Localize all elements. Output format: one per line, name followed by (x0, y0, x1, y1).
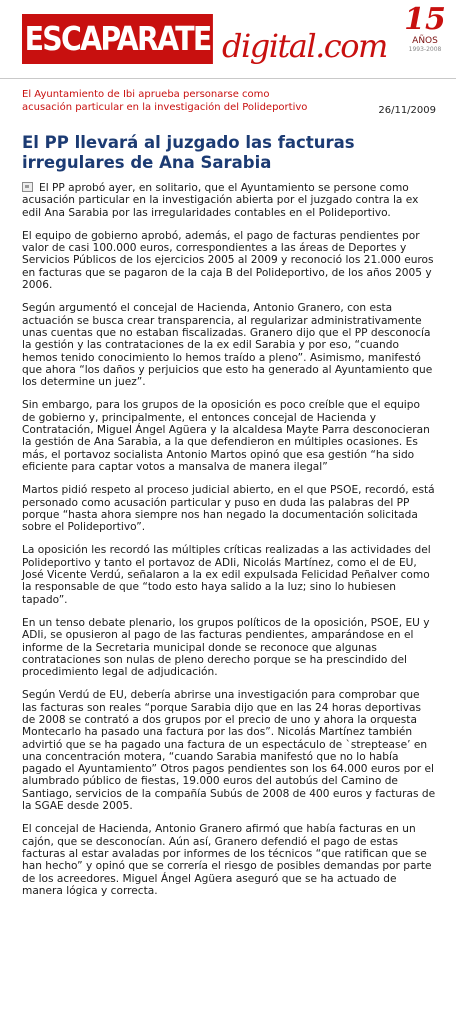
article-date: 26/11/2009 (378, 105, 436, 116)
article-paragraph: El equipo de gobierno aprobó, además, el pago de facturas pendientes por valor de casi 100.000 euros, correspondientes a las áreas de Deportes y Servicios Públicos de los ejercicios 2005 al 2009 y reconoció los 21.000 euros en facturas que se pagaron de la caja B del Polideportivo, de los años 2005 y 2006. (22, 229, 434, 292)
article-paragraph: La oposición les recordó las múltiples críticas realizadas a las actividades del Polideportivo y tanto el portavoz de ADIi, Nicolás Martínez, como el de EU, José Vicente Verdú, señalaron a la ex edil expulsada Felicidad Peñalver como la responsable de que “todo esto haya salido a la luz; sino lo hubiesen tapado”. (22, 544, 431, 606)
article-meta (0, 79, 456, 129)
article-paragraph: Según Verdú de EU, debería abrirse una investigación para comprobar que las facturas son reales “porque Sarabia dijo que en las 24 horas deportivas de 2008 se contrató a dos grupos por el precio de uno y ahora la orquesta Montecarlo ha pasado una factura por las dos”. Nicolás Martínez también advirtió que se ha pagado una factura de un espectáculo de `streptease’ en una concentración motera, “cuando Sarabia manifestó que no lo había pagado el Ayuntamiento” Otros pagos pendientes son los 64.000 euros por el alumbrado público de fiestas, 19.000 euros del autobús del Camino de Santiago, servicios de la compañía Subús de 2008 de 400 euros y facturas de la SGAE desde 2005. (22, 689, 436, 813)
logo-bold-text: ESCAPARATE (22, 14, 213, 64)
article-headline: El PP llevará al juzgado las facturas irregulares de Ana Sarabia (22, 133, 355, 172)
broken-image-icon (22, 182, 33, 192)
article-paragraph: El concejal de Hacienda, Antonio Granero afirmó que había facturas en un cajón, que se desconocían. Aún así, Granero defendió el pago de estas facturas al estar avaladas por informes de los técnicos “que ratifican que se han hecho” y opinó que se correría el riesgo de posibles demandas por parte de los acreedores. Miguel Ángel Agüera aseguró que se ha actuado de manera lógica y correcta. (22, 823, 432, 897)
article-paragraph: En un tenso debate plenario, los grupos políticos de la oposición, PSOE, EU y ADIi, se opusieron al pago de las facturas pendientes, amparándose en el informe de la Secretaria municipal donde se reconoce que algunas contrataciones son nulas de pleno derecho porque se ha prescindido del procedimiento legal de adjudicación. (22, 616, 430, 679)
article-paragraph: Según argumentó el concejal de Hacienda, Antonio Granero, con esta actuación se busca crear transparencia, al regularizar administrativamente unas cuentas que no estaban fiscalizadas. Granero dijo que el PP desconocía la gestión y las contrataciones de la ex edil Sarabia y por eso, “cuando hemos tenido conocimiento lo hemos traído a pleno”. Asimismo, manifestó que ahora “los daños y perjuicios que esto ha generado al Ayuntamiento que los determine un juez”. (22, 302, 433, 389)
anniversary-number: 15 (404, 2, 446, 37)
paragraph-text: El PP aprobó ayer, en solitario, que el Ayuntamiento se persone como acusación particular en la investigación abierta por el juzgado contra la ex edil Ana Sarabia por las irregularidades contables en el Polideportivo. (22, 182, 419, 219)
site-logo[interactable] (22, 14, 402, 70)
logo-italic-text: digital.com (222, 27, 387, 65)
anniversary-word: AÑOS (412, 36, 438, 46)
article-paragraph (22, 182, 436, 219)
article-kicker: El Ayuntamiento de Ibi aprueba personarse como acusación particular en la investigación del Polideportivo (22, 89, 308, 113)
anniversary-years: 1993-2008 (408, 46, 442, 53)
article-paragraph: Sin embargo, para los grupos de la oposición es poco creíble que el equipo de gobierno y, principalmente, el entonces concejal de Hacienda y Contratación, Miguel Ángel Agüera y la alcaldesa Mayte Parra desconocieran la gestión de Ana Sarabia, a la que defendieron en múltiples ocasiones. Es más, el portavoz socialista Antonio Martos opinó que esa gestión “ha sido eficiente para captar votos a mansalva de manera ilegal” (22, 399, 430, 473)
masthead (0, 0, 456, 79)
article-paragraph: Martos pidió respeto al proceso judicial abierto, en el que PSOE, recordó, está personado como acusación particular y puso en duda las palabras del PP porque “hasta ahora siempre nos han negado la documentación solicitada sobre el Polideportivo”. (22, 484, 435, 534)
anniversary-badge (404, 4, 446, 74)
article-body (22, 182, 436, 897)
